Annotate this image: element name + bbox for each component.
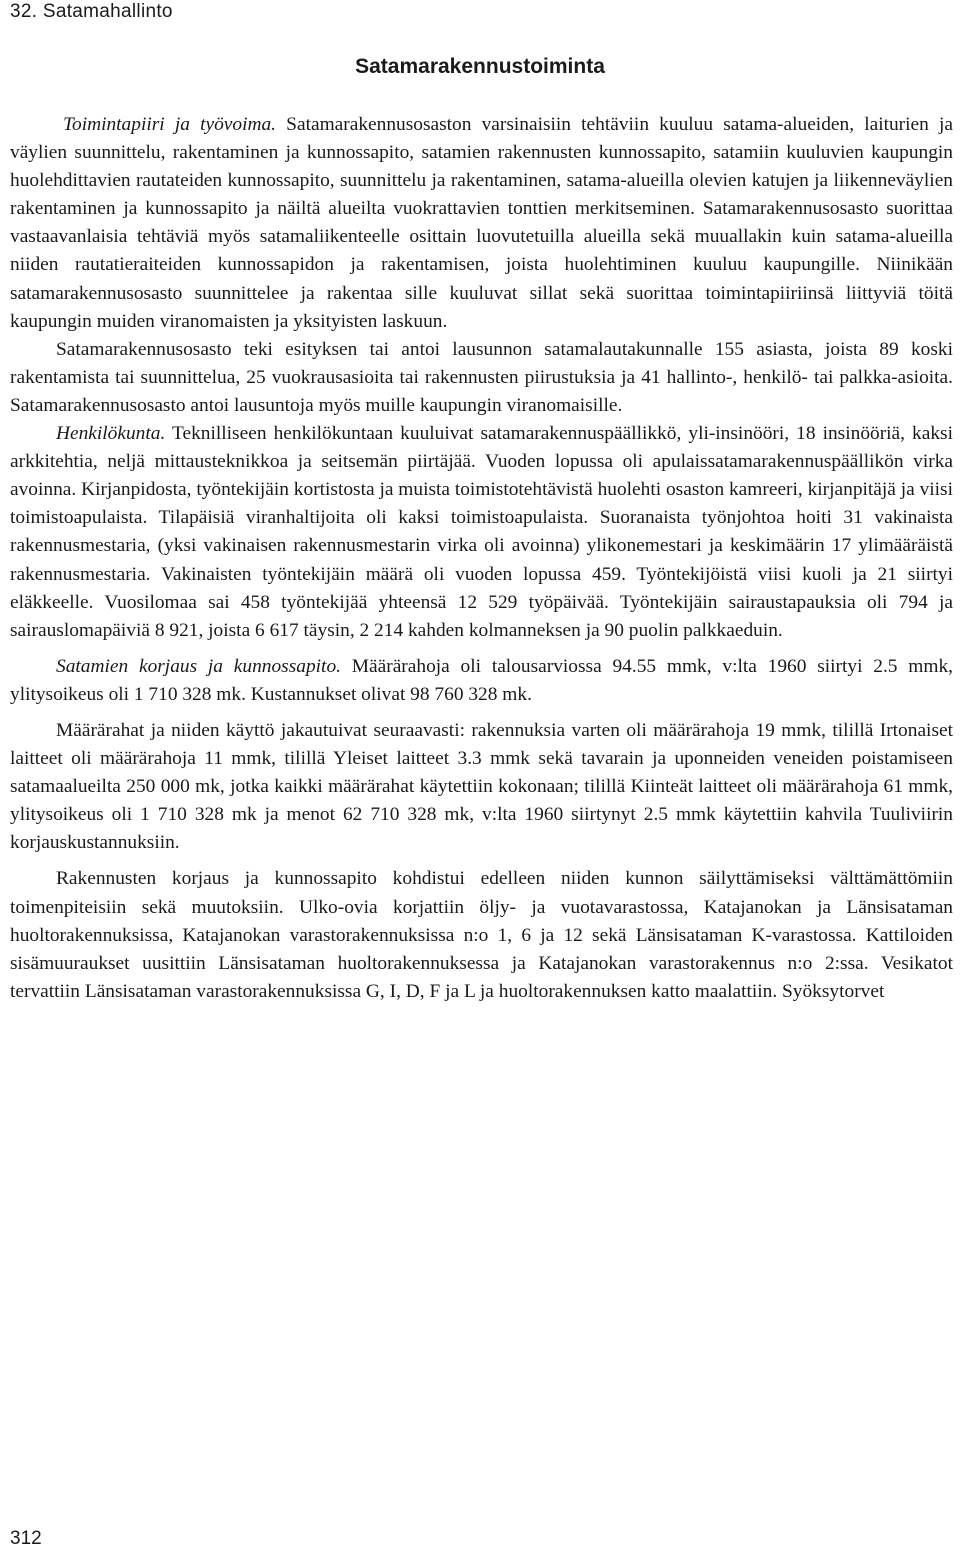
- section-title: Satamarakennustoiminta: [355, 55, 605, 78]
- paragraph-text: Satamarakennusosasto teki esityksen tai antoi lausunnon satamalautakunnalle 155 asiasta, joista 89 koski rakentamista tai suunnittelua, 25 vuokrausasioita tai rakennusten piirustuksia ja 41 hallinto-, henkilö- tai palkka-asioita. Satamarakennusosasto antoi lausuntoja myös muille kaupungin viranomaisille.: [10, 338, 953, 416]
- paragraph-text: Määrärahoja oli talousarviossa 94.55 mmk, v:lta 1960 siirtyi 2.5 mmk, ylitysoikeus oli 1 710 328 mk. Kustannukset olivat 98 760 328 mk.: [10, 655, 953, 705]
- paragraph-text: Määrärahat ja niiden käyttö jakautuivat seuraavasti: rakennuksia varten oli määrärahoja 19 mmk, tilillä Irtonaiset laitteet oli määrärahoja 11 mmk, tilillä Yleiset laitteet 3.3 mmk sekä tavarain ja uponneiden veneiden poistamiseen satamaalueilta 250 000 mk, jotka kaikki määrärahat käytettiin kokonaan; tilillä Kiinteät laitteet oli määrärahoja 61 mmk, ylitysoikeus oli 1 710 328 mk ja menot 62 710 328 mk, v:lta 1960 siirtynyt 2.5 mmk käytettiin kahvila Tuuliviirin korjauskustannuksiin.: [10, 719, 953, 854]
- paragraph-lausunnot: [10, 336, 953, 420]
- paragraph-lead: Henkilökunta.: [56, 423, 166, 445]
- paragraph-henkilokunta: [10, 420, 953, 645]
- paragraph-rakennusten-korjaus: [10, 865, 953, 1005]
- paragraph-text: Rakennusten korjaus ja kunnossapito kohdistui edelleen niiden kunnon säilyttämiseksi välttämättömiin toimenpiteisiin sekä muutoksiin. Ulko-ovia korjattiin öljy- ja vuotavarastossa, Katajanokan ja Länsisataman huoltorakennuksissa, Katajanokan varastorakennuksissa n:o 1, 6 ja 12 sekä Länsisataman K-varastossa. Kattiloiden sisämuuraukset uusittiin Länsisataman huoltorakennuksessa ja Katajanokan varastorakennus n:o 2:ssa. Vesikatot tervattiin Länsisataman varastorakennuksissa G, I, D, F ja L ja huoltorakennuksen katto maalattiin. Syöksytorvet: [10, 868, 953, 1002]
- paragraph-maararahat: [10, 717, 953, 857]
- running-head: 32. Satamahallinto: [10, 1, 173, 22]
- paragraph-text: Teknilliseen henkilökuntaan kuuluivat satamarakennuspäällikkö, yli-insinööri, 18 insinööriä, kaksi arkkitehtia, neljä mittausteknikkoa ja seitsemän piirtäjää. Vuoden lopussa oli apulaissatamarakennuspäällikön virka avoinna. Kirjanpidosta, työntekijäin kortistosta ja muista toimistotehtävistä huolehti osaston kamreeri, kirjanpitäjä ja viisi toimistoapulaista. Tilapäisiä viranhaltijoita oli kaksi toimistoapulaista. Suoranaista työnjohtoa hoiti 31 vakinaista rakennusmestaria, (yksi vakinaisen rakennusmestarin virka oli avoinna) ylikonemestari ja keskimäärin 17 ylimääräistä rakennusmestaria. Vakinaisten työntekijäin määrä oli vuoden lopussa 459. Työntekijöistä viisi kuoli ja 21 siirtyi eläkkeelle. Vuosilomaa sai 458 työntekijää yhteensä 12 529 työpäivää. Työntekijäin sairaustapauksia oli 794 ja sairauslomapäiviä 8 921, joista 6 617 täysin, 2 214 kahden kolmanneksen ja 90 puolin palkkaeduin.: [10, 423, 953, 641]
- body-text: [10, 111, 953, 1006]
- paragraph-toimintapiiri: [10, 111, 953, 336]
- page-number: 312: [10, 1528, 42, 1549]
- paragraph-lead: Satamien korjaus ja kunnossapito.: [56, 655, 341, 677]
- paragraph-lead: Toimintapiiri ja työvoima.: [63, 114, 277, 135]
- paragraph-text: Satamarakennusosaston varsinaisiin tehtäviin kuuluu satama-alueiden, laiturien ja väylien suunnittelu, rakentaminen ja kunnossapito, satamien rakennusten kunnossapito, satamiin kuuluvien kaupungin huolehdittavien rautateiden kunnossapito, suunnittelu ja rakentaminen, satama-alueilla olevien katujen ja liikenneväylien rakentaminen ja kunnossapito ja näiltä alueilta vuokrattavien tonttien merkitseminen. Satamarakennusosasto suorittaa vastaavanlaisia tehtäviä myös satamaliikenteelle osittain luovutetuilla alueilla sekä muuallakin kuin satama-alueilla niiden rautatieraiteiden kunnossapidon ja rakentamisen, joista huolehtiminen kuuluu kaupungille. Niinikään satamarakennusosasto suunnittelee ja rakentaa sille kuuluvat sillat sekä suorittaa toimintapiiriinsä liittyviä töitä kaupungin muiden viranomaisten ja yksityisten laskuun.: [10, 114, 953, 332]
- paragraph-satamien-korjaus: [10, 653, 953, 709]
